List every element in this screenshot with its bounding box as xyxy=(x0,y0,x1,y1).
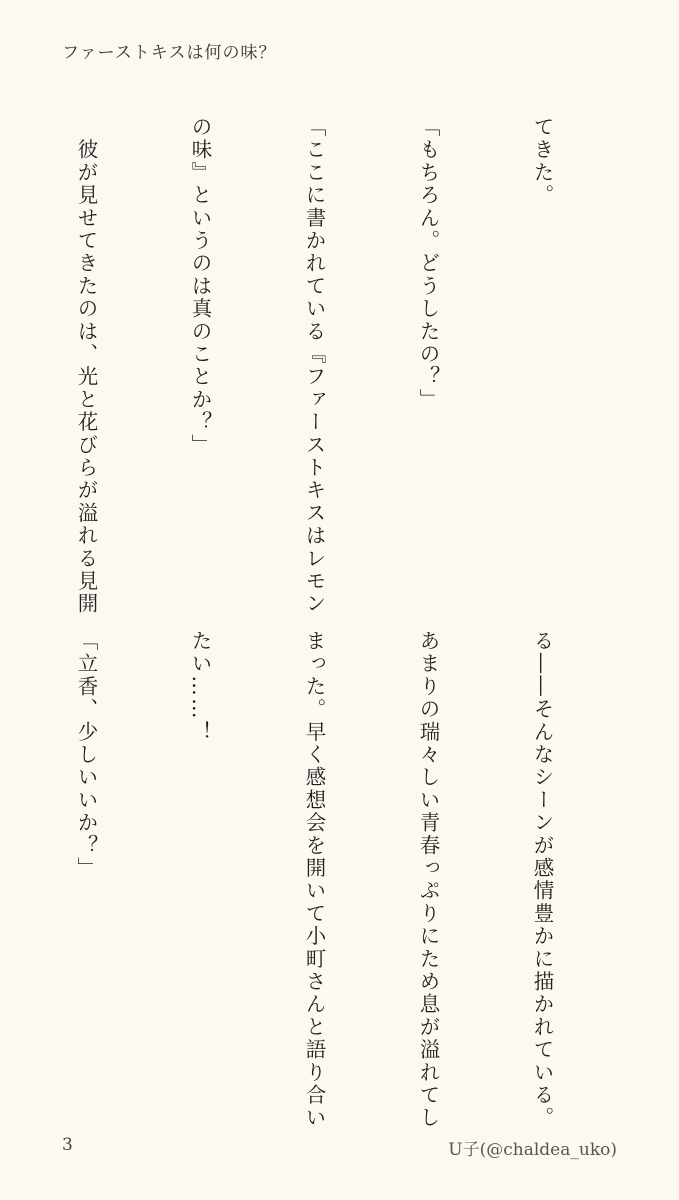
page-header-title: ファーストキスは何の味？ xyxy=(62,43,277,63)
text-column: てきた。 xyxy=(530,116,554,207)
text-block-top xyxy=(0,116,637,616)
text-column: たい……！ xyxy=(188,630,212,744)
text-column: る――そんなシーンが感情豊かに描かれている。 xyxy=(530,630,554,1130)
text-column: 「立香、少しいいか？」 xyxy=(74,630,98,880)
page-number: 3 xyxy=(62,1135,73,1155)
text-column: 「ここに書かれている『ファーストキスはレモン xyxy=(302,116,326,616)
author-credit: U子(@chaldea_uko) xyxy=(448,1140,617,1160)
text-column: の味』というのは真のことか？」 xyxy=(188,116,212,457)
text-column: あまりの瑞々しい青春っぷりにため息が溢れてし xyxy=(416,630,440,1130)
text-block-bottom xyxy=(0,630,637,1130)
text-column: まった。早く感想会を開いて小町さんと語り合い xyxy=(302,630,326,1130)
text-column: 彼が見せてきたのは、光と花びらが溢れる見開 xyxy=(74,116,98,616)
text-column: 「もちろん。どうしたの？」 xyxy=(416,116,440,412)
